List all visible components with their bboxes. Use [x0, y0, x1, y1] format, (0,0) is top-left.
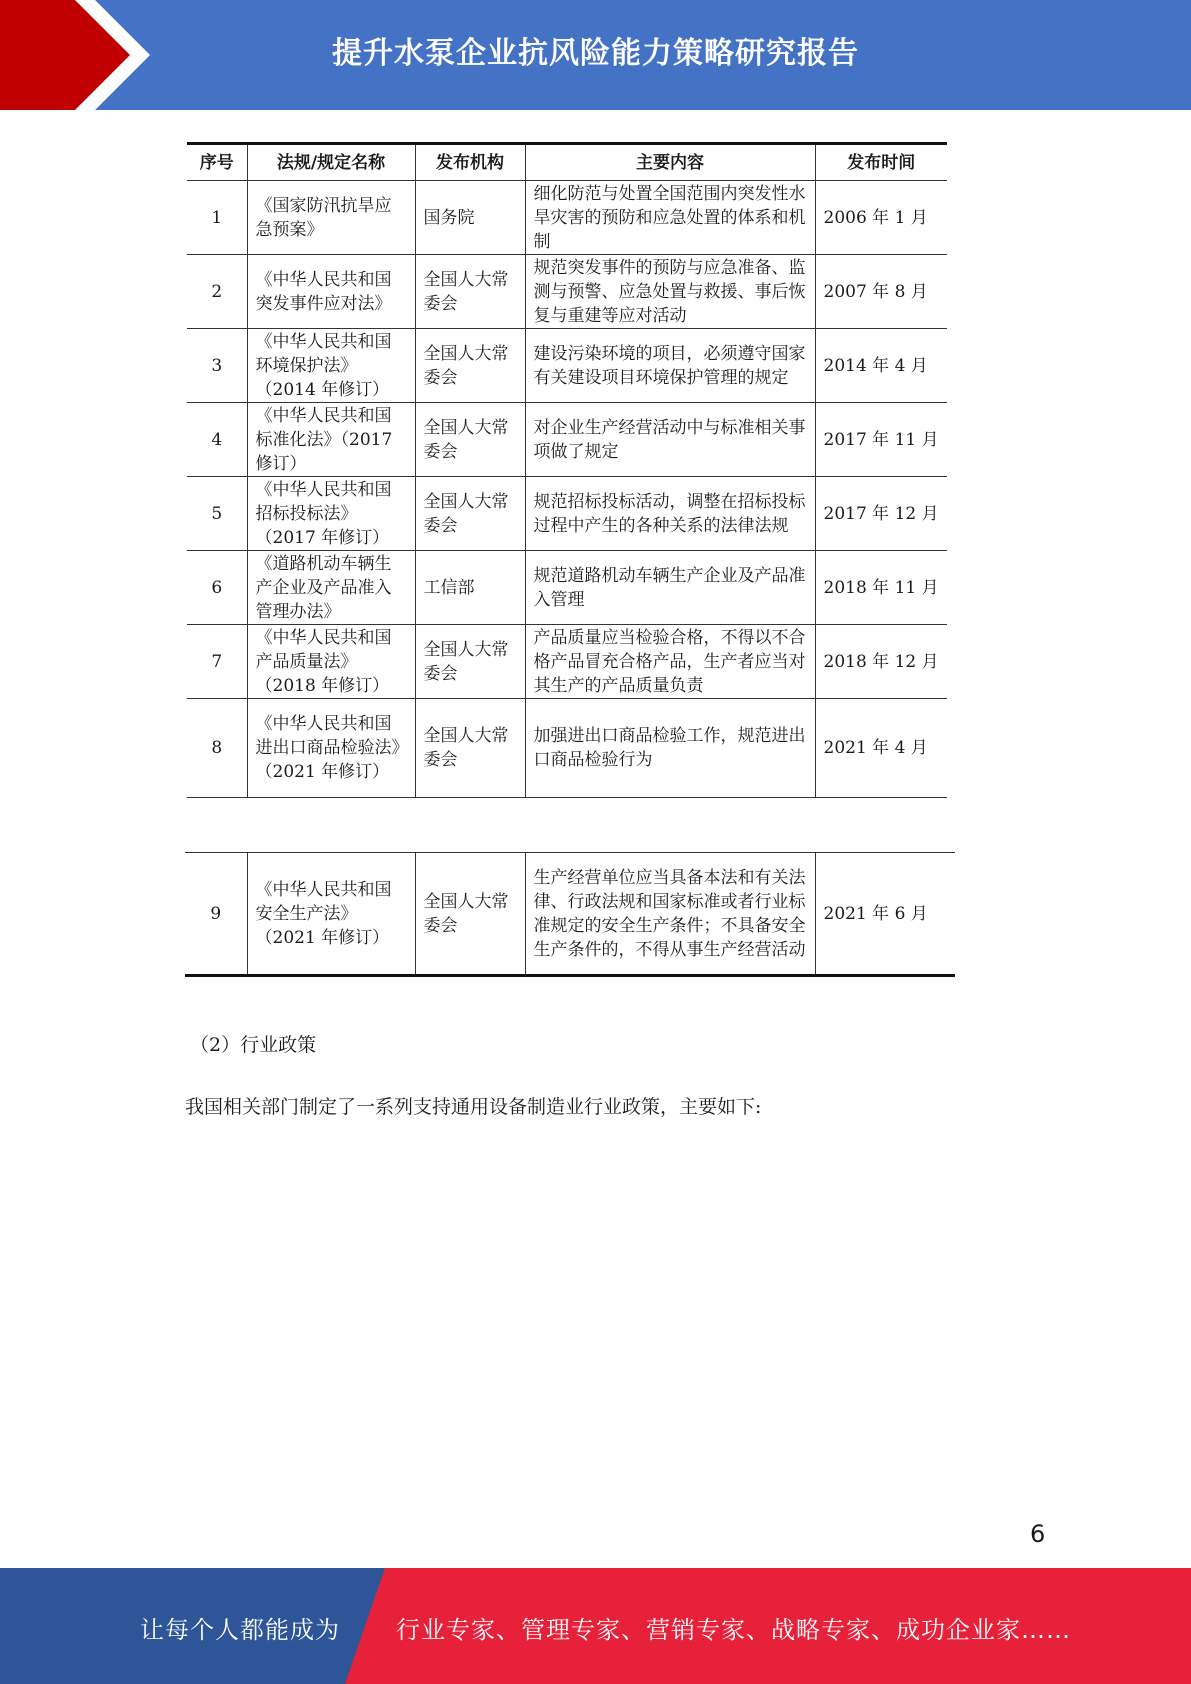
- cell-name: 《国家防汛抗旱应急预案》: [247, 181, 415, 255]
- regulations-table-continued: [185, 852, 955, 977]
- cell-content: 生产经营单位应当具备本法和有关法律、行政法规和国家标准或者行业标准规定的安全生产条件；不具备安全生产条件的，不得从事生产经营活动: [525, 853, 815, 976]
- cell-date: 2014 年 4 月: [815, 329, 947, 403]
- cell-content: 规范道路机动车辆生产企业及产品准入管理: [525, 551, 815, 625]
- cell-content: 细化防范与处置全国范围内突发性水旱灾害的预防和应急处置的体系和机制: [525, 181, 815, 255]
- cell-index: 7: [187, 625, 247, 699]
- cell-index: 5: [187, 477, 247, 551]
- cell-date: 2007 年 8 月: [815, 255, 947, 329]
- table-row: [187, 181, 947, 255]
- regulations-table: [187, 142, 947, 798]
- table-header-row: [187, 144, 947, 181]
- cell-issuer: 全国人大常委会: [415, 853, 525, 976]
- cell-date: 2021 年 4 月: [815, 699, 947, 798]
- cell-name: 《中华人民共和国安全生产法》（2021 年修订）: [247, 853, 415, 976]
- cell-date: 2021 年 6 月: [815, 853, 955, 976]
- cell-index: 8: [187, 699, 247, 798]
- cell-date: 2018 年 12 月: [815, 625, 947, 699]
- cell-index: 9: [185, 853, 247, 976]
- cell-index: 2: [187, 255, 247, 329]
- cell-name: 《中华人民共和国进出口商品检验法》（2021 年修订）: [247, 699, 415, 798]
- header-content: 主要内容: [525, 144, 815, 181]
- page-footer: [0, 1568, 1191, 1684]
- cell-issuer: 全国人大常委会: [415, 403, 525, 477]
- header-name: 法规/规定名称: [247, 144, 415, 181]
- cell-issuer: 国务院: [415, 181, 525, 255]
- cell-issuer: 全国人大常委会: [415, 699, 525, 798]
- header-date: 发布时间: [815, 144, 947, 181]
- table-row: [187, 699, 947, 798]
- cell-name: 《中华人民共和国招标投标法》（2017 年修订）: [247, 477, 415, 551]
- table-row: [187, 477, 947, 551]
- table-row: [185, 853, 955, 976]
- cell-issuer: 全国人大常委会: [415, 329, 525, 403]
- cell-content: 规范突发事件的预防与应急准备、监测与预警、应急处置与救援、事后恢复与重建等应对活动: [525, 255, 815, 329]
- table-row: [187, 255, 947, 329]
- cell-issuer: 全国人大常委会: [415, 477, 525, 551]
- cell-content: 规范招标投标活动，调整在招标投标过程中产生的各种关系的法律法规: [525, 477, 815, 551]
- cell-issuer: 全国人大常委会: [415, 625, 525, 699]
- table-row: [187, 329, 947, 403]
- table-row: [187, 551, 947, 625]
- cell-index: 1: [187, 181, 247, 255]
- header-index: 序号: [187, 144, 247, 181]
- cell-index: 6: [187, 551, 247, 625]
- cell-name: 《中华人民共和国标准化法》（2017 修订）: [247, 403, 415, 477]
- footer-slogan-right: 行业专家、管理专家、营销专家、战略专家、成功企业家……: [396, 1616, 1071, 1644]
- cell-name: 《中华人民共和国环境保护法》（2014 年修订）: [247, 329, 415, 403]
- cell-issuer: 全国人大常委会: [415, 255, 525, 329]
- cell-content: 对企业生产经营活动中与标准相关事项做了规定: [525, 403, 815, 477]
- footer-slogan-left: 让每个人都能成为: [140, 1616, 340, 1644]
- cell-date: 2006 年 1 月: [815, 181, 947, 255]
- cell-index: 4: [187, 403, 247, 477]
- cell-name: 《中华人民共和国产品质量法》（2018 年修订）: [247, 625, 415, 699]
- cell-date: 2017 年 11 月: [815, 403, 947, 477]
- page-header: [0, 0, 1191, 110]
- table-row: [187, 403, 947, 477]
- header-issuer: 发布机构: [415, 144, 525, 181]
- cell-name: 《中华人民共和国突发事件应对法》: [247, 255, 415, 329]
- cell-issuer: 工信部: [415, 551, 525, 625]
- cell-content: 产品质量应当检验合格，不得以不合格产品冒充合格产品，生产者应当对其生产的产品质量负责: [525, 625, 815, 699]
- cell-date: 2017 年 12 月: [815, 477, 947, 551]
- cell-content: 加强进出口商品检验工作，规范进出口商品检验行为: [525, 699, 815, 798]
- section-heading: （2）行业政策: [190, 1034, 317, 1056]
- cell-content: 建设污染环境的项目，必须遵守国家有关建设项目环境保护管理的规定: [525, 329, 815, 403]
- page-number: 6: [1030, 1520, 1046, 1548]
- cell-index: 3: [187, 329, 247, 403]
- table-row: [187, 625, 947, 699]
- body-paragraph: 我国相关部门制定了一系列支持通用设备制造业行业政策，主要如下:: [185, 1096, 762, 1118]
- report-title: 提升水泵企业抗风险能力策略研究报告: [332, 36, 859, 71]
- cell-name: 《道路机动车辆生产企业及产品准入管理办法》: [247, 551, 415, 625]
- cell-date: 2018 年 11 月: [815, 551, 947, 625]
